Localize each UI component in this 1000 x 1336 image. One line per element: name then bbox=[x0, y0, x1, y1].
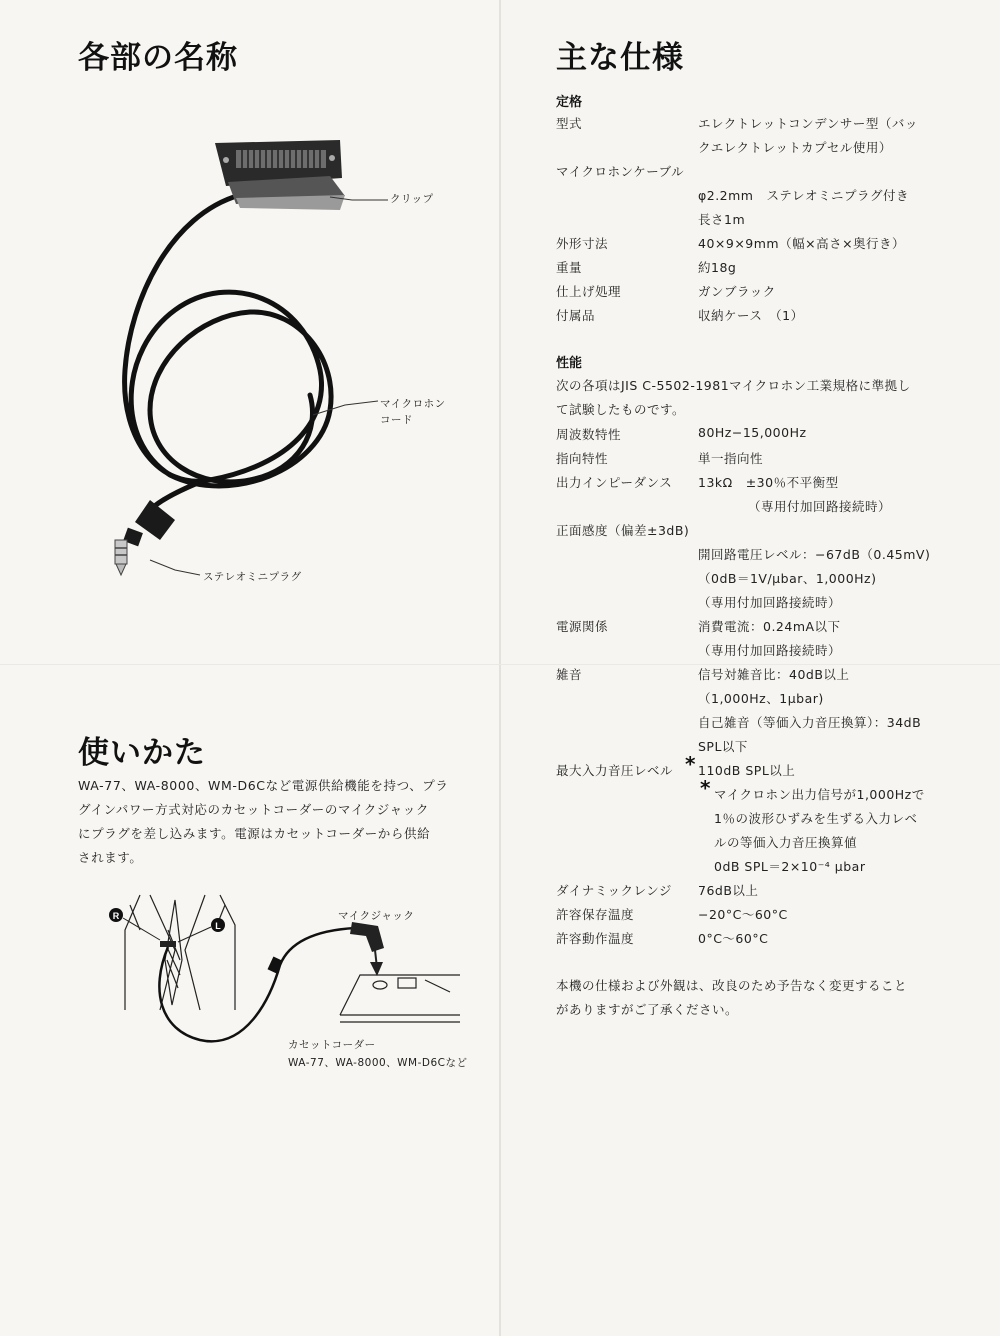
type-value-cont: クエレクトレットカプセル使用） bbox=[698, 140, 892, 155]
directivity-value: 単一指向性 bbox=[698, 451, 764, 466]
footnote-formula: 0dB SPL＝2×10⁻⁴ μbar bbox=[714, 859, 866, 874]
sensitivity-label: 正面感度（偏差±3dB) bbox=[556, 523, 690, 538]
footnote-line: 1％の波形ひずみを生ずる入力レベ bbox=[714, 811, 918, 826]
operating-temp-label: 許容動作温度 bbox=[556, 931, 635, 946]
usage-line: されます。 bbox=[78, 850, 143, 865]
operating-temp-value: 0°C〜60°C bbox=[698, 931, 769, 946]
closing-note-cont: がありますがご了承ください。 bbox=[556, 1002, 739, 1017]
power-value: 消費電流：0.24mA以下 bbox=[698, 619, 841, 634]
impedance-note: （専用付加回路接続時） bbox=[748, 499, 892, 514]
left-channel-mark: L bbox=[215, 921, 221, 931]
noise-snr-reference: （1,000Hz、1μbar) bbox=[698, 691, 824, 706]
spec-title: 主な仕様 bbox=[556, 40, 684, 76]
usage-paragraph bbox=[78, 774, 478, 870]
accessories-value: 収納ケース （1） bbox=[698, 308, 804, 323]
weight-value: 約18g bbox=[698, 260, 737, 275]
directivity-label: 指向特性 bbox=[556, 451, 609, 466]
usage-line: にプラグを差し込みます。電源はカセットコーダーから供給 bbox=[78, 826, 431, 841]
dimensions-label: 外形寸法 bbox=[556, 236, 609, 251]
page-fold bbox=[499, 0, 501, 1336]
plug-label: ステレオミニプラグ bbox=[203, 571, 302, 583]
performance-intro-cont: て試験したものです。 bbox=[556, 402, 686, 417]
asterisk-mark: * bbox=[700, 776, 711, 800]
usage-line: WA-77、WA-8000、WM-D6Cなど電源供給機能を持つ、プラ bbox=[78, 778, 449, 793]
frequency-label: 周波数特性 bbox=[556, 427, 622, 442]
performance-heading: 性能 bbox=[556, 356, 583, 371]
accessories-label: 付属品 bbox=[556, 308, 596, 323]
right-channel-mark: R bbox=[112, 911, 120, 921]
weight-label: 重量 bbox=[556, 260, 583, 275]
dimensions-value: 40×9×9mm（幅×高さ×奥行き） bbox=[698, 236, 906, 251]
asterisk-mark: * bbox=[685, 752, 696, 776]
sensitivity-reference: （0dB＝1V/μbar、1,000Hz) bbox=[698, 571, 877, 586]
max-spl-value: 110dB SPL以上 bbox=[698, 763, 796, 778]
impedance-label: 出力インピーダンス bbox=[556, 475, 673, 490]
sensitivity-value: 開回路電圧レベル：−67dB（0.45mV) bbox=[698, 547, 931, 562]
performance-intro: 次の各項はJIS C-5502-1981マイクロホン工業規格に準拠し bbox=[556, 378, 911, 393]
jack-label: マイクジャック bbox=[338, 910, 415, 922]
cord-label-line2: コード bbox=[380, 414, 413, 426]
footnote-line: ルの等価入力音圧換算値 bbox=[714, 835, 858, 850]
impedance-value: 13kΩ ±30％不平衡型 bbox=[698, 475, 839, 490]
cord-label-line1: マイクロホン bbox=[380, 398, 446, 410]
cable-value: φ2.2mm ステレオミニプラグ付き bbox=[698, 188, 909, 203]
parts-title: 各部の名称 bbox=[78, 40, 238, 76]
closing-note: 本機の仕様および外観は、改良のため予告なく変更すること bbox=[556, 978, 908, 993]
recorder-label: カセットコーダー bbox=[288, 1039, 376, 1051]
finish-value: ガンブラック bbox=[698, 284, 776, 299]
footnote-line: マイクロホン出力信号が1,000Hzで bbox=[714, 787, 925, 802]
clip-label: クリップ bbox=[390, 193, 434, 205]
sensitivity-note: （専用付加回路接続時） bbox=[698, 595, 842, 610]
frequency-value: 80Hz−15,000Hz bbox=[698, 425, 807, 440]
power-label: 電源関係 bbox=[556, 619, 609, 634]
self-noise-unit: SPL以下 bbox=[698, 739, 748, 754]
dynamic-range-label: ダイナミックレンジ bbox=[556, 883, 672, 898]
noise-label: 雑音 bbox=[556, 667, 583, 682]
usage-title: 使いかた bbox=[78, 735, 206, 771]
usage-line: グインパワー方式対応のカセットコーダーのマイクジャック bbox=[78, 802, 429, 817]
storage-temp-label: 許容保存温度 bbox=[556, 907, 635, 922]
type-value: エレクトレットコンデンサー型（バッ bbox=[698, 116, 918, 131]
self-noise-value: 自己雑音（等価入力音圧換算）：34dB bbox=[698, 715, 922, 730]
dynamic-range-value: 76dB以上 bbox=[698, 883, 759, 898]
max-spl-label: 最大入力音圧レベル bbox=[556, 763, 674, 778]
rating-heading: 定格 bbox=[556, 95, 583, 110]
cable-length-value: 長さ1m bbox=[698, 212, 746, 227]
power-note: （専用付加回路接続時） bbox=[698, 643, 842, 658]
recorder-models-label: WA-77、WA-8000、WM-D6Cなど bbox=[288, 1057, 468, 1069]
cable-label: マイクロホンケーブル bbox=[556, 164, 685, 179]
storage-temp-value: −20°C〜60°C bbox=[698, 907, 788, 922]
noise-snr-value: 信号対雑音比：40dB以上 bbox=[698, 667, 850, 682]
horizontal-fold bbox=[0, 664, 1000, 665]
finish-label: 仕上げ処理 bbox=[556, 284, 622, 299]
type-label: 型式 bbox=[556, 116, 583, 131]
